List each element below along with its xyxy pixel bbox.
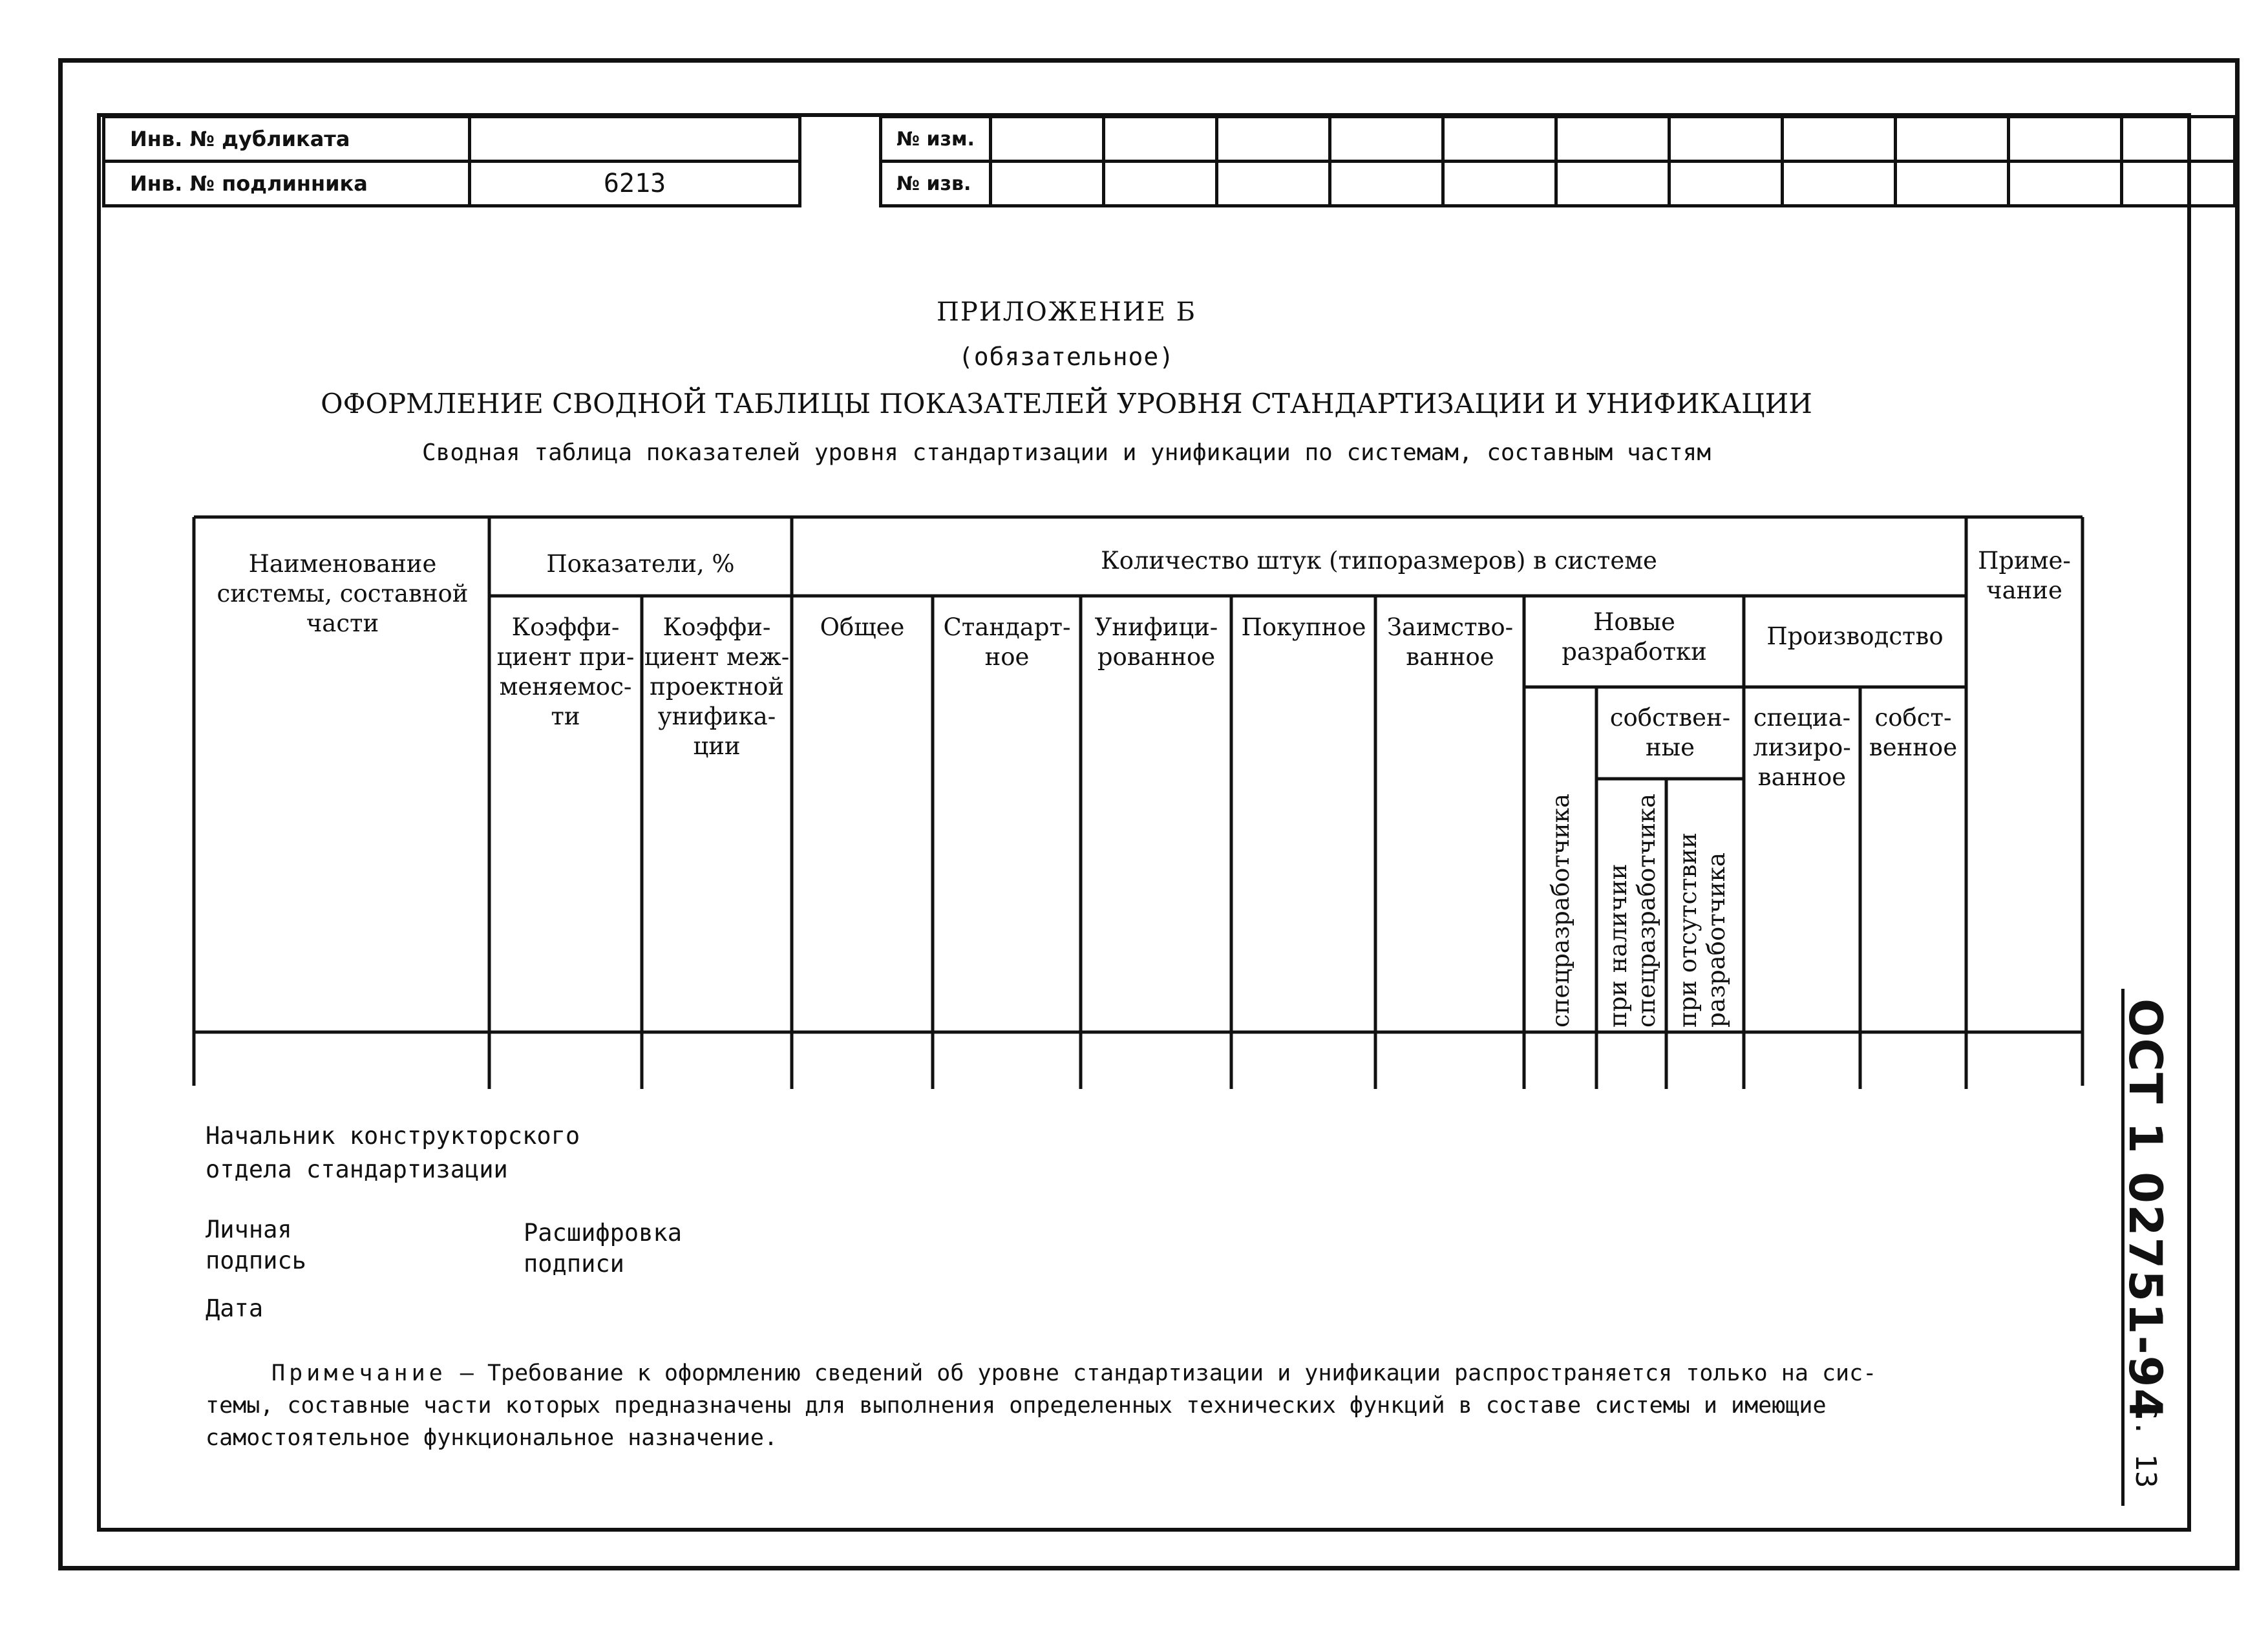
- chief-title-line1: Начальник конструкторского: [206, 1122, 580, 1150]
- note-text-line2: темы, составные части которых предназначены для выполнения определенных технических функций в составе системы и имеющие: [206, 1393, 1827, 1419]
- note-label: Примечание: [271, 1360, 447, 1386]
- original-inventory-value: 6213: [470, 162, 800, 206]
- header-coef-interproject: Коэффи- циент меж- проектной унифика- ции: [644, 613, 790, 760]
- document-title: ОФОРМЛЕНИЕ СВОДНОЙ ТАБЛИЦЫ ПОКАЗАТЕЛЕЙ УРОВНЯ СТАНДАРТИЗАЦИИ И УНИФИКАЦИИ: [321, 388, 1812, 419]
- header-with-developer-line1: при наличии: [1604, 863, 1632, 1028]
- document-code: ОСТ 1 02751-94: [2119, 998, 2172, 1422]
- header-name: Наименование системы, составной части: [217, 550, 469, 637]
- header-specialized: специа- лизиро- ванное: [1753, 704, 1851, 791]
- header-purchased: Покупное: [1241, 613, 1366, 641]
- date-label: Дата: [206, 1294, 264, 1322]
- header-new-developments: Новые разработки: [1562, 608, 1707, 666]
- change-number-label: № изм.: [881, 117, 991, 162]
- header-coef-applicability: Коэффи- циент при- меняемос- ти: [496, 613, 635, 730]
- signature-label-line1: Личная: [206, 1216, 292, 1243]
- header-production: Производство: [1766, 622, 1944, 650]
- header-indicators-group: Показатели, %: [546, 550, 735, 578]
- signature-label-line2: подпись: [206, 1247, 306, 1274]
- table-caption: Сводная таблица показателей уровня стандартизации и унификации по системам, составным частям: [422, 439, 1711, 466]
- notice-number-label: № изв.: [881, 162, 991, 206]
- note-line1: [271, 1357, 1876, 1389]
- original-inventory-label: Инв. № подлинника: [104, 162, 470, 206]
- header-own-production: собст- венное: [1869, 704, 1958, 761]
- header-special-developer: спецразработчика: [1547, 793, 1574, 1028]
- header-note: Приме- чание: [1978, 547, 2071, 604]
- decoding-label-line1: Расшифровка: [524, 1219, 683, 1247]
- appendix-status: (обязательное): [958, 343, 1175, 371]
- decoding-label-line2: подписи: [524, 1250, 624, 1278]
- header-own: собствен- ные: [1609, 704, 1731, 761]
- header-count-group: Количество штук (типоразмеров) в системе: [1101, 547, 1657, 575]
- chief-title-line2: отдела стандартизации: [206, 1156, 508, 1183]
- note-text-line3: самостоятельное функциональное назначение.: [206, 1425, 778, 1451]
- page-number: С. 13: [2129, 1402, 2162, 1488]
- header-without-developer-line2: разработчика: [1702, 852, 1730, 1028]
- duplicate-inventory-label: Инв. № дубликата: [104, 117, 470, 162]
- note-text-line1: – Требование к оформлению сведений об уровне стандартизации и унификации распространяется только на сис-: [460, 1360, 1877, 1386]
- header-standard: Стандарт- ное: [943, 613, 1071, 671]
- header-unified: Унифици- рованное: [1094, 613, 1218, 671]
- header-total: Общее: [820, 613, 905, 641]
- header-with-developer-line2: спецразработчика: [1633, 793, 1660, 1028]
- header-borrowed: Заимство- ванное: [1386, 613, 1514, 671]
- appendix-heading: ПРИЛОЖЕНИЕ Б: [936, 297, 1197, 327]
- header-without-developer-line1: при отсутствии: [1674, 832, 1702, 1028]
